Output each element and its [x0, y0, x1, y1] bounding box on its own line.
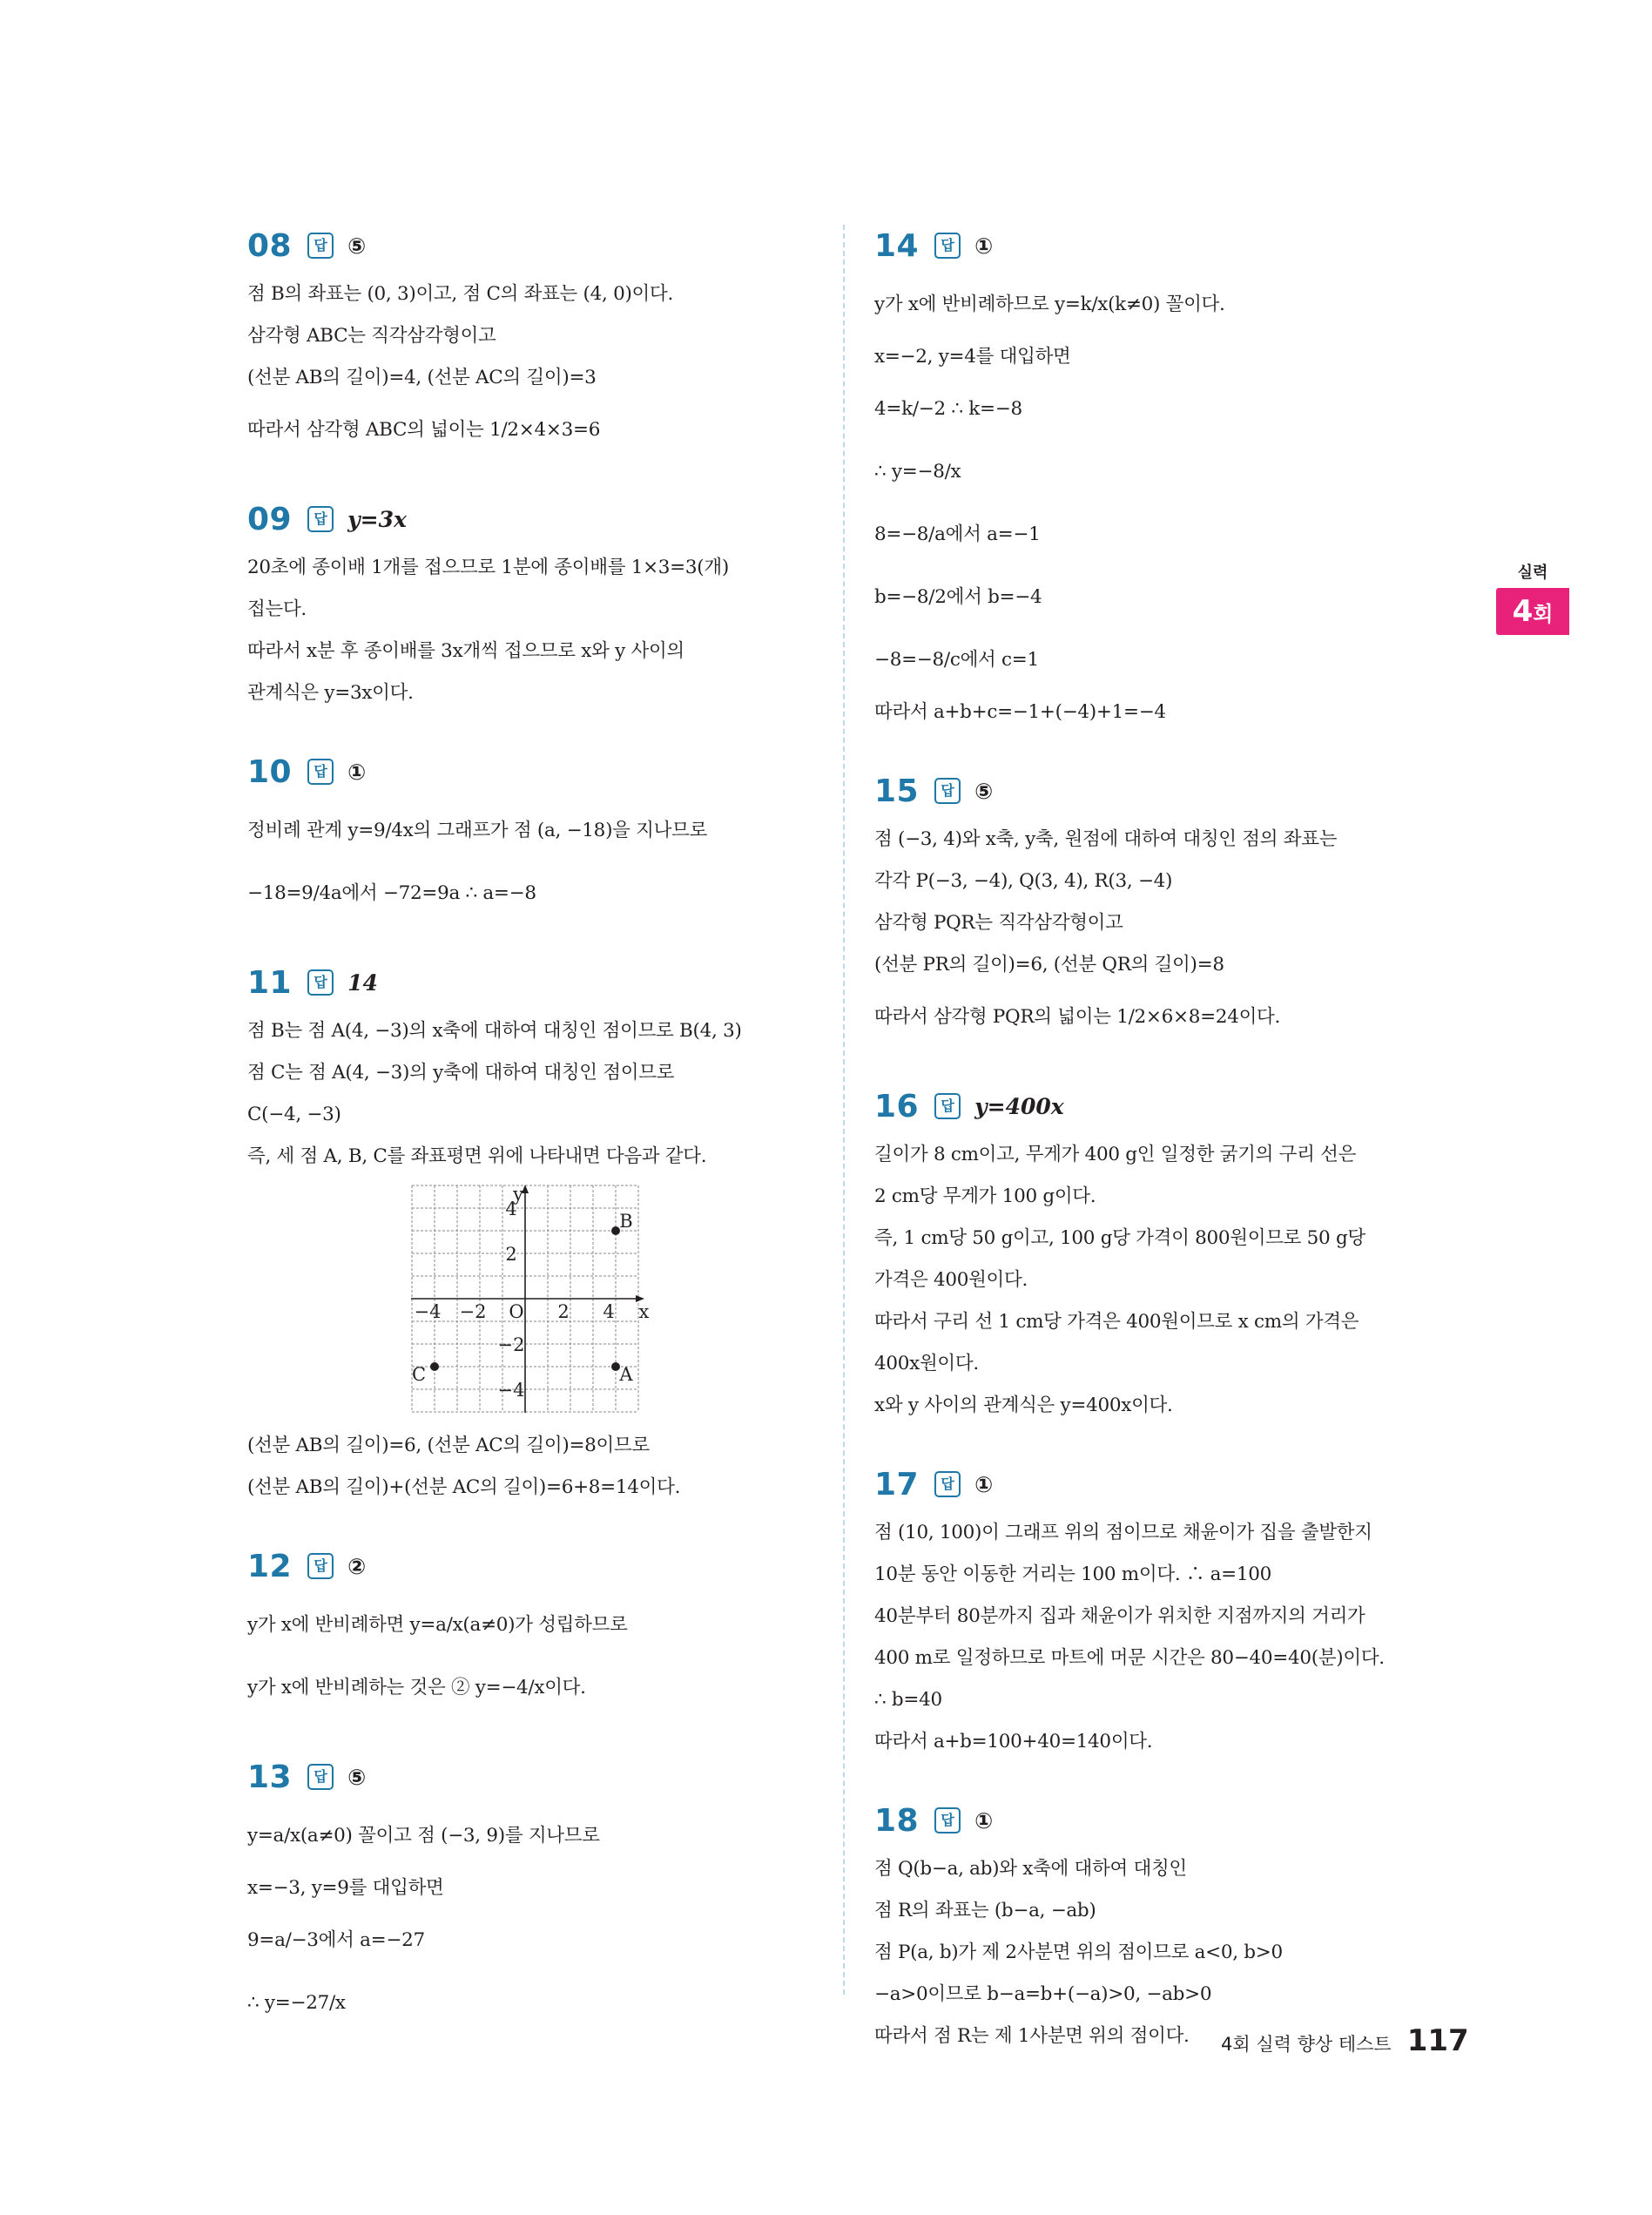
solution-line: 삼각형 PQR는 직각삼각형이고 — [874, 912, 1123, 934]
solution-line: −8=−8/c에서 c=1 — [874, 649, 1039, 671]
solution-line: 20초에 종이배 1개를 접으므로 1분에 종이배를 1×3=3(개) — [247, 557, 729, 578]
point-label: C — [411, 1364, 427, 1385]
x-tick-label: −2 — [459, 1301, 487, 1322]
answer-value: y=400x — [974, 1093, 1064, 1119]
solution-line: (선분 PR의 길이)=6, (선분 QR의 길이)=8 — [874, 954, 1224, 976]
problem-number: 18 — [874, 1802, 920, 1839]
solution-line: 삼각형 ABC는 직각삼각형이고 — [247, 325, 496, 347]
answer-value: ① — [974, 233, 994, 259]
solution-line: x=−2, y=4를 대입하면 — [874, 346, 1071, 368]
solution-line: −a>0이므로 b−a=b+(−a)>0, −ab>0 — [874, 1983, 1212, 2005]
solution-line: 2 cm당 무게가 100 g이다. — [874, 1185, 1096, 1207]
answer-badge: 답 — [307, 506, 334, 532]
origin-label: O — [509, 1301, 524, 1322]
y-tick-label: 4 — [505, 1199, 517, 1219]
problem-number: 12 — [247, 1548, 293, 1584]
x-tick-label: 4 — [603, 1301, 615, 1322]
point-label: B — [619, 1211, 633, 1232]
solution-line: 관계식은 y=3x이다. — [247, 682, 414, 704]
solution-line: (선분 AB의 길이)=4, (선분 AC의 길이)=3 — [247, 367, 597, 388]
solution-line: 8=−8/a에서 a=−1 — [874, 523, 1041, 545]
problem-number: 14 — [874, 227, 920, 264]
answer-value: ⑤ — [347, 1764, 367, 1790]
page-number: 117 — [1406, 2023, 1469, 2058]
coordinate-plane-figure — [411, 1184, 650, 1413]
answer-badge: 답 — [307, 233, 334, 259]
problem-number: 17 — [874, 1466, 920, 1503]
problem-08 — [247, 225, 822, 462]
answer-value: ① — [974, 1471, 994, 1497]
answer-value: ② — [347, 1553, 367, 1579]
footer-title: 4회 실력 향상 테스트 — [1221, 2034, 1392, 2055]
solution-line: 9=a/−3에서 a=−27 — [247, 1929, 425, 1951]
solution-line: 따라서 구리 선 1 cm당 가격은 400원이므로 x cm의 가격은 — [874, 1311, 1359, 1333]
solution-line: y=a/x(a≠0) 꼴이고 점 (−3, 9)를 지나므로 — [247, 1825, 600, 1847]
y-tick-label: −4 — [497, 1380, 525, 1401]
answer-value: 14 — [347, 969, 378, 996]
answer-value: ⑤ — [347, 233, 367, 259]
problem-12 — [247, 1545, 822, 1719]
solution-line: 따라서 삼각형 ABC의 넓이는 1/2×4×3=6 — [247, 419, 601, 441]
solution-line: 가격은 400원이다. — [874, 1269, 1028, 1291]
problem-number: 09 — [247, 501, 293, 537]
solution-line: −18=9/4a에서 −72=9a ∴ a=−8 — [247, 882, 536, 904]
solution-line: 길이가 8 cm이고, 무게가 400 g인 일정한 굵기의 구리 선은 — [874, 1144, 1357, 1165]
solution-line: ∴ y=−8/x — [874, 461, 961, 483]
solution-line: 따라서 삼각형 PQR의 넓이는 1/2×6×8=24이다. — [874, 1006, 1281, 1028]
solution-line: 점 B의 좌표는 (0, 3)이고, 점 C의 좌표는 (4, 0)이다. — [247, 283, 674, 305]
solution-line: 점 P(a, b)가 제 2사분면 위의 점이므로 a<0, b>0 — [874, 1942, 1283, 1963]
solution-line: 점 R의 좌표는 (b−a, −ab) — [874, 1900, 1096, 1921]
side-tab-label: 실력 — [1517, 564, 1548, 582]
page-footer — [1221, 2023, 1469, 2058]
answer-badge: 답 — [934, 1807, 961, 1833]
side-tab-number: 4 — [1512, 594, 1534, 629]
side-tab-badge — [1496, 588, 1569, 635]
solution-line: 점 B는 점 A(4, −3)의 x축에 대하여 대칭인 점이므로 B(4, 3) — [247, 1020, 742, 1042]
answer-value: ⑤ — [974, 778, 994, 804]
solution-line: 즉, 세 점 A, B, C를 좌표평면 위에 나타내면 다음과 같다. — [247, 1145, 707, 1167]
problem-18 — [874, 1800, 1449, 2057]
solution-line: 따라서 점 R는 제 1사분면 위의 점이다. — [874, 2025, 1190, 2047]
problem-number: 15 — [874, 773, 920, 809]
answer-badge: 답 — [934, 1093, 961, 1119]
solution-line: 각각 P(−3, −4), Q(3, 4), R(3, −4) — [874, 870, 1173, 892]
solution-line: 따라서 a+b=100+40=140이다. — [874, 1731, 1153, 1752]
y-tick-label: 2 — [505, 1244, 517, 1265]
problem-15 — [874, 770, 1449, 1049]
x-tick-label: −4 — [414, 1301, 442, 1322]
solution-line: (선분 AB의 길이)+(선분 AC의 길이)=6+8=14이다. — [247, 1476, 681, 1498]
solution-line: 따라서 a+b+c=−1+(−4)+1=−4 — [874, 701, 1166, 723]
solution-line: C(−4, −3) — [247, 1104, 341, 1125]
problem-number: 11 — [247, 964, 293, 1001]
solution-line: y가 x에 반비례하는 것은 ② y=−4/x이다. — [247, 1677, 586, 1698]
solution-line: ∴ y=−27/x — [247, 1992, 346, 2014]
point-label: A — [619, 1364, 633, 1385]
solution-line: 접는다. — [247, 598, 307, 620]
y-axis-label: y — [513, 1184, 523, 1205]
solution-line: x와 y 사이의 관계식은 y=400x이다. — [874, 1395, 1173, 1416]
solution-line: 점 Q(b−a, ab)와 x축에 대하여 대칭인 — [874, 1858, 1187, 1880]
y-tick-label: −2 — [497, 1334, 525, 1355]
x-tick-label: 2 — [557, 1301, 570, 1322]
right-column — [874, 225, 1449, 2094]
column-divider — [843, 225, 845, 1995]
problem-11 — [247, 962, 822, 1509]
solution-line: 따라서 x분 후 종이배를 3x개씩 접으므로 x와 y 사이의 — [247, 640, 684, 662]
point-C — [430, 1362, 439, 1371]
problem-number: 08 — [247, 227, 293, 264]
answer-badge: 답 — [934, 233, 961, 259]
answer-badge: 답 — [934, 778, 961, 804]
solution-line: 점 (−3, 4)와 x축, y축, 원점에 대하여 대칭인 점의 좌표는 — [874, 828, 1338, 850]
side-tab-suffix: 회 — [1533, 602, 1554, 626]
solution-line: x=−3, y=9를 대입하면 — [247, 1877, 444, 1899]
solution-line: 400 m로 일정하므로 마트에 머문 시간은 80−40=40(분)이다. — [874, 1647, 1385, 1669]
solution-line: y가 x에 반비례하므로 y=k/x(k≠0) 꼴이다. — [874, 294, 1225, 315]
problem-13 — [247, 1756, 822, 2035]
x-axis-label: x — [638, 1301, 650, 1322]
coordinate-plane — [411, 1184, 650, 1413]
answer-value: y=3x — [347, 506, 407, 532]
chapter-side-tab — [1496, 560, 1569, 635]
solution-line: 400x원이다. — [874, 1353, 979, 1374]
solution-line: ∴ b=40 — [874, 1689, 942, 1711]
problem-09 — [247, 498, 822, 714]
problem-14 — [874, 225, 1449, 733]
solution-line: 40분부터 80분까지 집과 채윤이가 위치한 지점까지의 거리가 — [874, 1605, 1365, 1627]
answer-value: ① — [347, 759, 367, 785]
solution-line: 정비례 관계 y=9/4x의 그래프가 점 (a, −18)을 지나므로 — [247, 820, 708, 841]
problem-16 — [874, 1085, 1449, 1427]
solution-line: 점 (10, 100)이 그래프 위의 점이므로 채윤이가 집을 출발한지 — [874, 1522, 1372, 1543]
solution-line: y가 x에 반비례하면 y=a/x(a≠0)가 성립하므로 — [247, 1614, 628, 1636]
left-column — [247, 225, 822, 2071]
problem-number: 10 — [247, 753, 293, 790]
solution-line: 4=k/−2 ∴ k=−8 — [874, 398, 1022, 420]
answer-value: ① — [974, 1807, 994, 1833]
answer-badge: 답 — [307, 1764, 334, 1790]
problem-number: 16 — [874, 1088, 920, 1124]
solution-line: (선분 AB의 길이)=6, (선분 AC의 길이)=8이므로 — [247, 1435, 650, 1456]
answer-badge: 답 — [307, 1553, 334, 1579]
problem-17 — [874, 1463, 1449, 1763]
solution-line: 10분 동안 이동한 거리는 100 m이다. ∴ a=100 — [874, 1563, 1271, 1585]
solution-line: 즉, 1 cm당 50 g이고, 100 g당 가격이 800원이므로 50 g당 — [874, 1227, 1365, 1249]
solution-line: 점 C는 점 A(4, −3)의 y축에 대하여 대칭인 점이므로 — [247, 1062, 675, 1084]
answer-badge: 답 — [307, 969, 334, 996]
points — [412, 1211, 633, 1385]
answer-badge: 답 — [934, 1471, 961, 1497]
answer-badge: 답 — [307, 759, 334, 785]
problem-number: 13 — [247, 1759, 293, 1795]
problem-10 — [247, 751, 822, 925]
solution-line: b=−8/2에서 b=−4 — [874, 586, 1042, 608]
